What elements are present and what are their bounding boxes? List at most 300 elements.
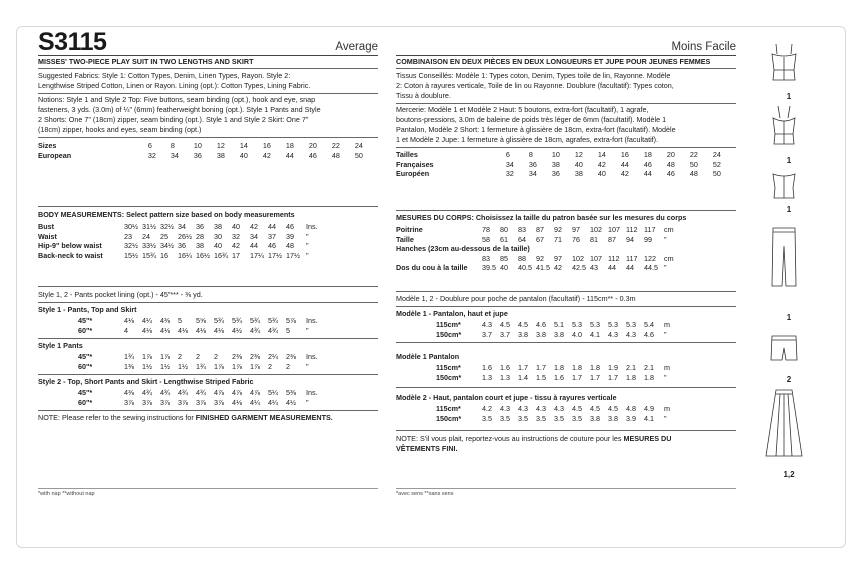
- row-label: Back-neck to waist: [38, 250, 103, 260]
- cell-value: 40: [500, 263, 508, 273]
- row-label: 150cm*: [436, 329, 462, 339]
- european-row-fr: [396, 169, 736, 179]
- cell-value: 107: [590, 253, 602, 263]
- cell-value: 42: [554, 263, 562, 273]
- cell-value: 117: [644, 225, 656, 234]
- row-label: Hanches (23cm au-dessous de la taille): [396, 244, 530, 254]
- cell-value: 1.7: [518, 363, 528, 372]
- cell-value: 44: [285, 150, 294, 160]
- cell-value: 3.5: [554, 413, 564, 423]
- cell-value: 16¾: [214, 250, 228, 260]
- cell-value: 85: [500, 253, 508, 263]
- model2-title: Modèle 2 - Haut, pantalon court et jupe - tissu à rayures verticale: [396, 393, 617, 402]
- cell-value: 4¾: [160, 388, 170, 397]
- top-strap-illustration: [772, 44, 796, 80]
- model1-pants-title: Modèle 1 Pantalon: [396, 352, 460, 361]
- cell-value: 12: [574, 150, 583, 159]
- cell-value: 5¼: [268, 388, 278, 397]
- cell-value: 5¾: [268, 316, 278, 325]
- cell-value: 3.7: [482, 329, 492, 339]
- cell-value: 17¼: [250, 250, 264, 260]
- cell-value: 61: [500, 234, 508, 244]
- cell-value: 1.8: [590, 363, 600, 372]
- cell-value: 4.3: [536, 404, 546, 413]
- cell-value: 5.3: [608, 320, 618, 329]
- row-label: 60"*: [78, 361, 93, 371]
- cell-value: 2⅜: [286, 352, 296, 361]
- cell-value: 44: [643, 169, 652, 179]
- cell-value: 1⅞: [142, 352, 152, 361]
- cell-value: 4.5: [572, 404, 582, 413]
- cell-value: 44: [626, 263, 634, 273]
- cell-value: 4¾: [178, 388, 188, 397]
- row-label: 150cm*: [436, 372, 462, 382]
- cell-value: 92: [536, 253, 544, 263]
- cell-value: 2: [286, 361, 290, 371]
- cell-value: 3⅞: [196, 397, 206, 407]
- cell-value: 99: [644, 234, 652, 244]
- cell-value: 2.1: [626, 363, 636, 372]
- cell-value: 36: [528, 159, 537, 169]
- cell-value: 88: [518, 253, 526, 263]
- cell-value: 83: [518, 225, 526, 234]
- yardage-row: [38, 398, 378, 408]
- cell-value: 10: [193, 141, 202, 150]
- cell-value: 34: [170, 150, 179, 160]
- footnote: *with nap **without nap: [38, 491, 95, 497]
- cell-value: 48: [689, 169, 698, 179]
- row-label: Françaises: [396, 159, 434, 169]
- cell-value: 3⅞: [214, 397, 224, 407]
- cell-value: 4: [124, 325, 128, 335]
- cell-value: 3⅞: [124, 397, 134, 407]
- hips-label-row: [396, 244, 736, 254]
- sizes-row-fr: [396, 150, 736, 160]
- unit: m: [664, 320, 670, 329]
- style1-title: Style 1 - Pants, Top and Skirt: [38, 305, 137, 314]
- cell-value: 8: [528, 150, 533, 159]
- cell-value: 42: [620, 169, 629, 179]
- cell-value: 92: [554, 225, 562, 234]
- body-measurements-title: BODY MEASUREMENTS: Select pattern size based on body measurements: [38, 210, 295, 219]
- cell-value: 4.6: [536, 320, 546, 329]
- cell-value: 3.5: [482, 413, 492, 423]
- cell-value: 4.1: [644, 413, 654, 423]
- cell-value: 4.9: [644, 404, 654, 413]
- cell-value: 2: [268, 361, 272, 371]
- cell-value: 3.8: [608, 413, 618, 423]
- cell-value: 17½: [268, 250, 282, 260]
- yardage-row-fr: [396, 404, 736, 414]
- pocket-lining: Style 1, 2 - Pants pocket lining (opt.) - 45"*** - ⅜ yd.: [38, 290, 203, 299]
- cell-value: 4.2: [482, 404, 492, 413]
- cell-value: 2⅜: [232, 352, 242, 361]
- cell-value: 48: [286, 241, 294, 251]
- row-label: 115cm*: [436, 363, 461, 372]
- cell-value: 5.1: [554, 320, 564, 329]
- cell-value: 80: [500, 225, 508, 234]
- cell-value: 3.5: [572, 413, 582, 423]
- cell-value: 87: [536, 225, 544, 234]
- cell-value: 58: [482, 234, 490, 244]
- cell-value: 4.5: [518, 320, 528, 329]
- unit: ": [306, 231, 309, 241]
- cell-value: 1.8: [626, 372, 636, 382]
- cell-value: 32: [232, 231, 240, 241]
- illus-label: 1,2: [783, 470, 795, 479]
- yardage-row-fr: [396, 363, 736, 373]
- cell-value: 1⅞: [232, 361, 242, 371]
- cell-value: 3.8: [554, 329, 564, 339]
- cell-value: 48: [331, 150, 340, 160]
- illus-label: 1: [786, 205, 792, 214]
- cell-value: 3.5: [500, 413, 510, 423]
- cell-value: 4½: [286, 397, 296, 407]
- cell-value: 32: [505, 169, 514, 179]
- unit: ": [664, 234, 667, 244]
- cell-value: 3.8: [536, 329, 546, 339]
- cell-value: 22: [331, 141, 340, 150]
- cell-value: 3.7: [500, 329, 510, 339]
- cell-value: 16: [620, 150, 629, 159]
- row-label: 115cm*: [436, 320, 461, 329]
- cell-value: 18: [285, 141, 294, 150]
- cell-value: 40: [232, 222, 240, 231]
- body-row: [38, 232, 378, 242]
- notions-fr: Mercerie: Modèle 1 et Modèle 2 Haut: 5 boutons, extra-fort (facultatif), 1 agrafe, boutons-pressions, 3.0m de baleine de poids très léger de 6mm (facultatif). Modèle 1 Pantalon, Modèle 2 Short: 1 fermeture à glissière de 18cm, extra-fort (facultatif). Modèle 1 et Modèle 2 Jupe: 1 fermeture à glissière de 18cm, agrafes, extra-fort (facultatif).: [396, 105, 676, 144]
- shorts-illustration: [771, 336, 797, 360]
- cell-value: 117: [626, 253, 638, 263]
- model1-yardage: [396, 320, 736, 339]
- note-fr: NOTE: S'il vous plait, reportez-vous au instructions de couture pour les MESURES DU VÊTEMENTS FINI.: [396, 434, 672, 453]
- cell-value: 67: [536, 234, 544, 244]
- cell-value: 4⅛: [160, 325, 170, 335]
- cell-value: 14: [597, 150, 606, 159]
- cell-value: 107: [608, 225, 620, 234]
- cell-value: 4⅛: [214, 325, 224, 335]
- cell-value: 5⅞: [286, 316, 296, 325]
- cell-value: 112: [626, 225, 638, 234]
- cell-value: 36: [551, 169, 560, 179]
- body-measurements-table: [38, 222, 378, 260]
- body-row-fr: [396, 225, 736, 235]
- model2-yardage: [396, 404, 736, 423]
- cell-value: 4.3: [608, 329, 618, 339]
- cell-value: 25: [160, 231, 168, 241]
- cell-value: 22: [689, 150, 698, 159]
- row-label: Bust: [38, 222, 54, 231]
- cell-value: 38: [196, 241, 204, 251]
- cell-value: 31½: [142, 222, 156, 231]
- cell-value: 64: [518, 234, 526, 244]
- row-label: 45"*: [78, 316, 93, 325]
- cell-value: 36: [193, 150, 202, 160]
- row-label: Hip-9" below waist: [38, 241, 102, 251]
- cell-value: 17½: [286, 250, 300, 260]
- cell-value: 1.7: [590, 372, 600, 382]
- cell-value: 24: [142, 231, 150, 241]
- cell-value: 23: [124, 231, 132, 241]
- cell-value: 4.5: [590, 404, 600, 413]
- yardage-row: [38, 362, 378, 372]
- illus-label: 2: [786, 375, 792, 384]
- cell-value: 24: [354, 141, 363, 150]
- cell-value: 38: [216, 150, 225, 160]
- note: NOTE: Please refer to the sewing instructions for FINISHED GARMENT MEASUREMENTS.: [38, 413, 333, 422]
- cell-value: 40: [239, 150, 248, 160]
- european-row: [38, 151, 378, 161]
- cell-value: 39: [286, 231, 294, 241]
- difficulty-level-fr: Moins Facile: [671, 41, 736, 53]
- cell-value: 1.9: [608, 363, 618, 372]
- pattern-code: S3115: [38, 28, 107, 56]
- cell-value: 1½: [160, 361, 170, 371]
- cell-value: 4⅛: [196, 325, 206, 335]
- cell-value: 36: [196, 222, 204, 231]
- cell-value: 94: [626, 234, 634, 244]
- style1-pants-title: Style 1 Pants: [38, 341, 83, 350]
- cell-value: 81: [590, 234, 598, 244]
- cell-value: 44: [250, 241, 258, 251]
- yardage-row-fr: [396, 414, 736, 424]
- row-label: European: [38, 150, 72, 160]
- cell-value: 122: [644, 253, 656, 263]
- body-row: [38, 222, 378, 232]
- cell-value: 1.8: [554, 363, 564, 372]
- style1-yardage: [38, 316, 378, 335]
- top-strapless-illustration: [773, 174, 795, 198]
- style2-title: Style 2 - Top, Short Pants and Skirt - Lengthwise Striped Fabric: [38, 377, 254, 386]
- cell-value: 4¾: [196, 388, 206, 397]
- cell-value: 3.9: [626, 413, 636, 423]
- cell-value: 3.5: [536, 413, 546, 423]
- cell-value: 2⅜: [250, 352, 260, 361]
- cell-value: 46: [308, 150, 317, 160]
- row-label: [396, 254, 482, 264]
- cell-value: 12: [216, 141, 225, 150]
- cell-value: 8: [170, 141, 175, 150]
- cell-value: 3.8: [590, 413, 600, 423]
- cell-value: 44.5: [644, 263, 658, 273]
- cell-value: 46: [286, 222, 294, 231]
- cell-value: 1.3: [482, 372, 492, 382]
- cell-value: 52: [712, 159, 721, 169]
- cell-value: 36: [178, 241, 186, 251]
- cell-value: 5.3: [572, 320, 582, 329]
- hips-row-fr: [396, 254, 736, 264]
- cell-value: 40: [214, 241, 222, 251]
- cell-value: 4¼: [142, 316, 152, 325]
- cell-value: 112: [608, 253, 620, 263]
- back-row-fr: [396, 263, 736, 273]
- cell-value: 28: [196, 231, 204, 241]
- row-label: Taille: [396, 234, 414, 244]
- cell-value: 42: [262, 150, 271, 160]
- style1-pants-yardage: [38, 352, 378, 371]
- cell-value: 5: [178, 316, 182, 325]
- cell-value: 15¾: [142, 250, 156, 260]
- cell-value: 4⅞: [250, 388, 260, 397]
- cell-value: 1.6: [482, 363, 492, 372]
- cell-value: 24: [712, 150, 721, 159]
- cell-value: 102: [572, 253, 584, 263]
- cell-value: 16: [160, 250, 168, 260]
- unit: ": [664, 329, 667, 339]
- unit: m: [664, 404, 670, 413]
- cell-value: 4¼: [250, 397, 260, 407]
- cell-value: 4¾: [268, 325, 278, 335]
- cell-value: 5⅝: [196, 316, 206, 325]
- cell-value: 4.3: [518, 404, 528, 413]
- cell-value: 87: [608, 234, 616, 244]
- cell-value: 38: [551, 159, 560, 169]
- french-row: [396, 160, 736, 170]
- cell-value: 4⅛: [178, 325, 188, 335]
- cell-value: 34: [528, 169, 537, 179]
- cell-value: 46: [666, 169, 675, 179]
- cell-value: 4.3: [554, 404, 564, 413]
- row-label: 60"*: [78, 325, 93, 335]
- cell-value: 4⅞: [232, 388, 242, 397]
- cell-value: 30: [214, 231, 222, 241]
- cell-value: 50: [712, 169, 721, 179]
- cell-value: 17: [232, 250, 240, 260]
- cell-value: 5.3: [626, 320, 636, 329]
- cell-value: 3⅞: [178, 397, 188, 407]
- cell-value: 78: [482, 225, 490, 234]
- yardage-row-fr: [396, 330, 736, 340]
- model1-title: Modèle 1 - Pantalon, haut et jupe: [396, 309, 508, 318]
- cell-value: 4⅛: [124, 316, 134, 325]
- cell-value: 14: [239, 141, 248, 150]
- unit: ": [664, 263, 667, 273]
- cell-value: 44: [620, 159, 629, 169]
- cell-value: 1.7: [536, 363, 546, 372]
- cell-value: 1⅞: [250, 361, 260, 371]
- cell-value: 46: [268, 241, 276, 251]
- cell-value: 50: [689, 159, 698, 169]
- cell-value: 20: [308, 141, 317, 150]
- unit: Ins.: [306, 388, 318, 397]
- cell-value: 76: [572, 234, 580, 244]
- cell-value: 34: [250, 231, 258, 241]
- pattern-title: MISSES' TWO-PIECE PLAY SUIT IN TWO LENGTHS AND SKIRT: [38, 57, 254, 66]
- row-label: 45"*: [78, 388, 93, 397]
- cell-value: 32: [147, 150, 156, 160]
- cell-value: 16: [262, 141, 271, 150]
- sizes-table-fr: [396, 150, 736, 179]
- cell-value: 1¾: [124, 352, 134, 361]
- footnote-fr: *avec sens **sans sens: [396, 491, 454, 497]
- unit: ": [306, 397, 309, 407]
- cell-value: 1.7: [572, 372, 582, 382]
- cell-value: 3.8: [518, 329, 528, 339]
- illus-label: 1: [786, 92, 792, 101]
- cell-value: 2: [178, 352, 182, 361]
- cell-value: 43: [590, 263, 598, 273]
- cell-value: 46: [643, 159, 652, 169]
- cell-value: 2.1: [644, 363, 654, 372]
- cell-value: 1.5: [536, 372, 546, 382]
- top-halter-illustration: [773, 106, 795, 144]
- unit: ": [664, 372, 667, 382]
- cell-value: 1.6: [500, 363, 510, 372]
- unit: cm: [664, 225, 674, 234]
- cell-value: 40: [574, 159, 583, 169]
- cell-value: 2: [214, 352, 218, 361]
- row-label: 45"*: [78, 352, 93, 361]
- cell-value: 44: [608, 263, 616, 273]
- cell-value: 42.5: [572, 263, 586, 273]
- cell-value: 5.3: [590, 320, 600, 329]
- row-label: Waist: [38, 231, 57, 241]
- cell-value: 3⅞: [160, 397, 170, 407]
- notions: Notions: Style 1 and Style 2 Top: Five buttons, seam binding (opt.), hook and eye, snap fasteners, 3 yds. (3.0m) of ¼" (6mm) featherweight boning (opt.). Style 1 Pants and Style 2 Shorts: One 7" (18cm) zipper, seam binding (opt.). Style 1 and Style 2 Skirt: One 7" (18cm) zipper, hooks and eyes, seam binding (opt.): [38, 95, 321, 134]
- cell-value: 26½: [178, 231, 192, 241]
- difficulty-level: Average: [335, 41, 378, 53]
- cell-value: 5⅜: [286, 388, 296, 397]
- cell-value: 34: [505, 159, 514, 169]
- cell-value: 1.8: [644, 372, 654, 382]
- yardage-row: [38, 326, 378, 336]
- illus-label: 1: [786, 156, 792, 165]
- cell-value: 4¾: [142, 388, 152, 397]
- cell-value: 39.5: [482, 263, 496, 273]
- cell-value: 71: [554, 234, 562, 244]
- cell-value: 2¼: [268, 352, 278, 361]
- unit: Ins.: [306, 352, 318, 361]
- body-measurements-title-fr: MESURES DU CORPS: Choisissez la taille du patron basée sur les mesures du corps: [396, 213, 687, 222]
- cell-value: 42: [250, 222, 258, 231]
- suggested-fabrics-fr: Tissus Conseillés: Modèle 1: Types coton, Denim, Types toile de lin, Rayonne. Modèle 2: Coton à rayures verticale, Toile de lin ou Rayonne. Doublure (facultatif): Types coton, Tissu à doublure.: [396, 71, 674, 100]
- cell-value: 1⅜: [124, 361, 134, 371]
- cell-value: 1½: [142, 361, 152, 371]
- cell-value: 42: [597, 159, 606, 169]
- cell-value: 4⅞: [214, 388, 224, 397]
- unit: m: [664, 363, 670, 372]
- cell-value: 4⅛: [232, 397, 242, 407]
- cell-value: 32½: [160, 222, 174, 231]
- unit: ": [306, 325, 309, 335]
- yardage-row: [38, 352, 378, 362]
- cell-value: 32½: [124, 241, 138, 251]
- cell-value: 3⅞: [142, 397, 152, 407]
- cell-value: 4.6: [644, 329, 654, 339]
- row-label: Poitrine: [396, 225, 423, 234]
- pattern-title-fr: COMBINAISON EN DEUX PIÈCES EN DEUX LONGUEURS ET JUPE POUR JEUNES FEMMES: [396, 57, 711, 66]
- cell-value: 1½: [178, 361, 188, 371]
- unit: Ins.: [306, 222, 318, 231]
- cell-value: 4.3: [482, 320, 492, 329]
- cell-value: 4.5: [500, 320, 510, 329]
- yardage-row-fr: [396, 373, 736, 383]
- body-row: [38, 241, 378, 251]
- body-row: [38, 251, 378, 261]
- cell-value: 18: [643, 150, 652, 159]
- cell-value: 1.7: [608, 372, 618, 382]
- cell-value: 4.5: [608, 404, 618, 413]
- cell-value: 5¾: [232, 316, 242, 325]
- cell-value: 4½: [232, 325, 242, 335]
- cell-value: 5¾: [250, 316, 260, 325]
- cell-value: 4.0: [572, 329, 582, 339]
- row-label: 60"*: [78, 397, 93, 407]
- cell-value: 102: [590, 225, 602, 234]
- style2-yardage: [38, 388, 378, 407]
- yardage-row: [38, 388, 378, 398]
- cell-value: 4.1: [590, 329, 600, 339]
- row-label: Dos du cou à la taille: [396, 263, 468, 273]
